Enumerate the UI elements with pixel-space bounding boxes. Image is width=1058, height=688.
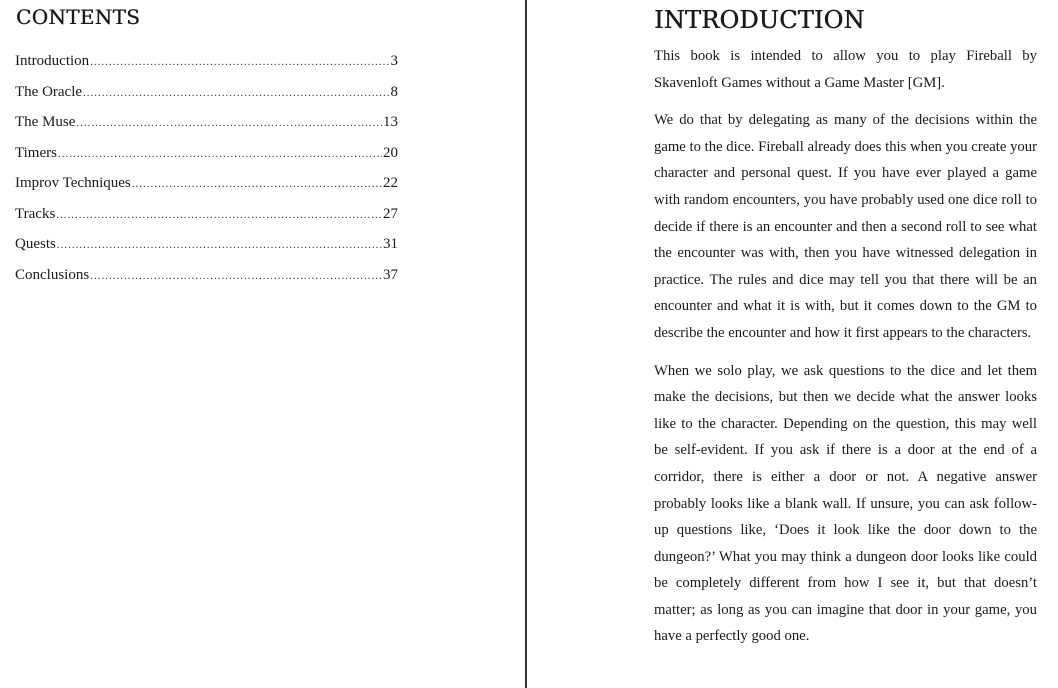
- toc-dot-leader: [83, 87, 389, 99]
- toc-entry-page-number: 27: [383, 205, 398, 222]
- toc-dot-leader: [56, 209, 382, 221]
- toc-dot-leader: [132, 178, 382, 190]
- introduction-body: [654, 43, 1037, 661]
- toc-dot-leader: [57, 239, 382, 251]
- paragraph: We do that by delegating as many of the decisions within the game to the dice. Fireball already does this when you create your character and personal quest. If you have ever played a game with random encounters, you have probably used one dice roll to decide if there is an encounter and then a second roll to see what the encounter was with, then you have witnessed delegation in practice. The rules and dice may tell you that there will be an encounter and what it is with, but it comes down to the GM to describe the encounter and how it first appears to the characters.: [654, 112, 1037, 341]
- toc-entry-page-number: 37: [383, 266, 398, 283]
- toc-dot-leader: [90, 270, 382, 282]
- toc-entry-label: Tracks: [15, 205, 56, 222]
- paragraph: When we solo play, we ask questions to the dice and let them make the decisions, but then we decide what the answer looks like to the character. Depending on the question, this may well be self-evident. If you ask if there is a door at the end of a corridor, there is either a door or not. A negative answer probably looks like a blank wall. If unsure, you can ask follow-up questions like, ‘Does it look like the door down to the dungeon?’ What you may think a dungeon door looks like could be completely different from how I see it, but that doesn’t matter; as long as you can imagine that door in your game, you have a perfectly good one.: [654, 362, 1037, 645]
- toc-dot-leader: [90, 56, 389, 68]
- toc-dot-leader: [58, 148, 382, 160]
- toc-entry-page-number: 20: [383, 144, 398, 161]
- toc-entry-conclusions[interactable]: [15, 267, 398, 298]
- toc-entry-improv-techniques[interactable]: [15, 175, 398, 206]
- toc-entry-page-number: 31: [383, 236, 398, 252]
- toc-entry-label: Conclusions: [15, 266, 90, 283]
- toc-entry-introduction[interactable]: [15, 53, 398, 84]
- toc-entry-page-number: 3: [390, 53, 398, 69]
- toc-entry-page-number: 13: [383, 114, 398, 130]
- toc-entry-the-muse[interactable]: [15, 114, 398, 145]
- introduction-heading: INTRODUCTION: [654, 6, 865, 34]
- toc-entry-tracks[interactable]: [15, 206, 398, 237]
- toc-entry-page-number: 8: [390, 83, 398, 100]
- toc-entry-page-number: 22: [383, 175, 398, 191]
- toc-entry-quests[interactable]: [15, 236, 398, 267]
- toc-entry-the-oracle[interactable]: [15, 84, 398, 115]
- contents-page: [0, 0, 525, 688]
- toc-entry-label: Timers: [15, 144, 57, 161]
- toc-entry-label: Introduction: [15, 53, 90, 69]
- toc-entry-label: Improv Techniques: [15, 175, 131, 191]
- toc-entry-timers[interactable]: [15, 145, 398, 176]
- toc-entry-label: Quests: [15, 236, 56, 252]
- introduction-page: [527, 0, 1058, 688]
- paragraph: This book is intended to allow you to play Fireball by Skavenloft Games without a Game Master [GM].: [654, 48, 1037, 91]
- contents-heading: CONTENTS: [16, 5, 141, 29]
- table-of-contents: [15, 53, 398, 297]
- toc-entry-label: The Muse: [15, 114, 76, 130]
- toc-dot-leader: [76, 117, 382, 129]
- toc-entry-label: The Oracle: [15, 83, 83, 100]
